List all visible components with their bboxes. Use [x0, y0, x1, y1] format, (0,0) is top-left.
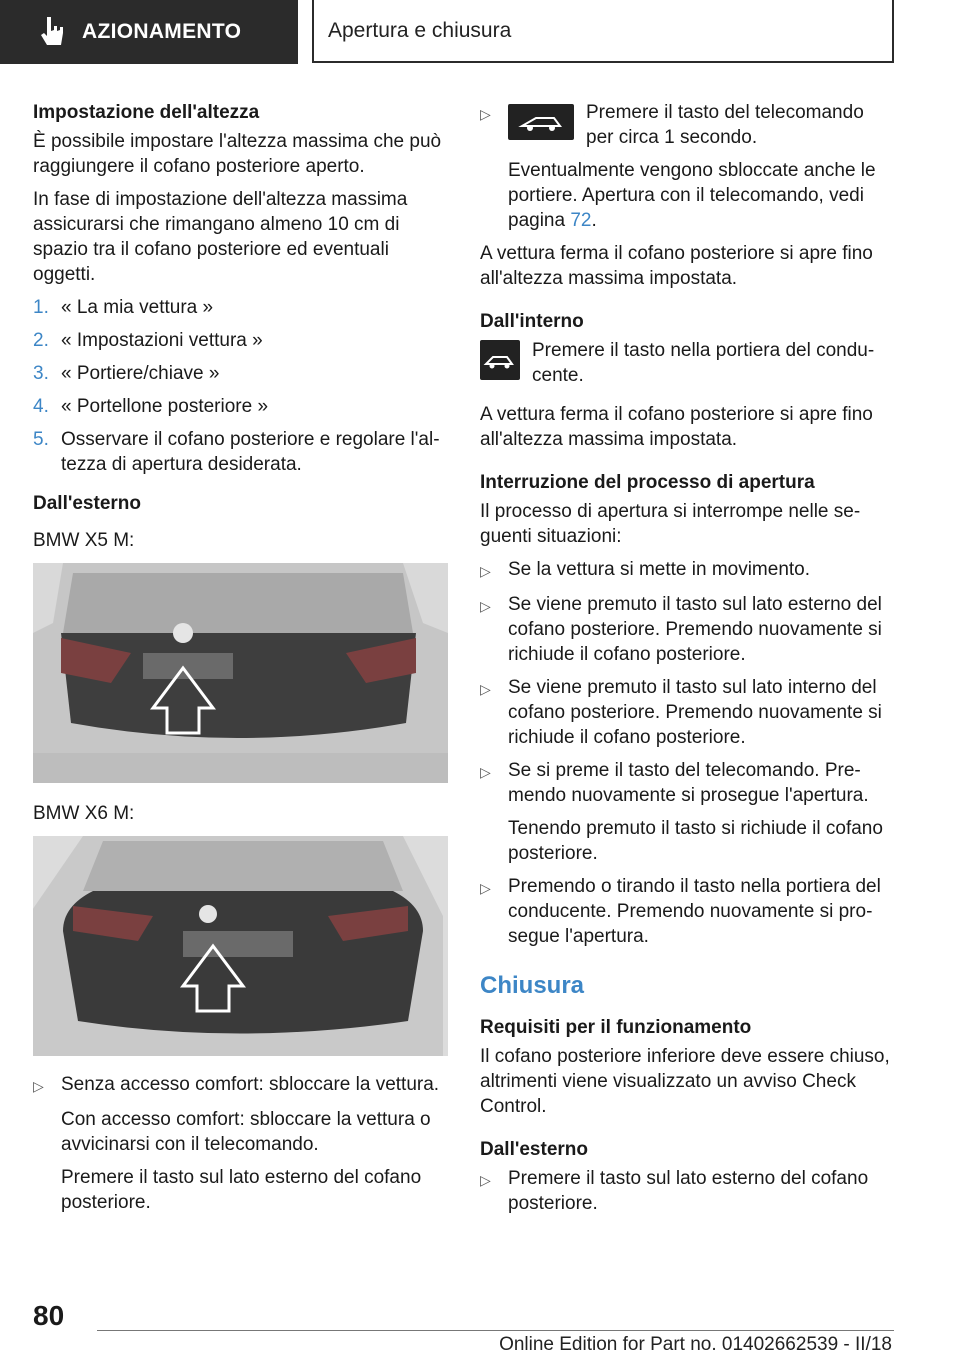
triangle-bullet-icon: ▷	[480, 764, 491, 780]
steps-list	[33, 295, 448, 477]
outside-heading: Dall'esterno	[480, 1139, 588, 1160]
triangle-bullet-icon: ▷	[480, 563, 491, 579]
list-item	[480, 1166, 895, 1216]
step-number: 4.	[33, 396, 49, 417]
requirements-heading: Requisiti per il funzionamento	[480, 1017, 752, 1038]
triangle-bullet-icon: ▷	[480, 106, 491, 122]
triangle-bullet-icon: ▷	[480, 880, 491, 896]
paragraph: In fase di impostazione dell'altezza massima assicurarsi che rimangano almeno 10 cm di spazio tra il cofano posteriore ed eventuali oggetti.	[33, 189, 408, 285]
remote-steps	[480, 100, 895, 150]
x5-label: BMW X5 M:	[33, 530, 135, 551]
section-title: AZIONAMENTO	[82, 20, 242, 43]
bullet-text: Premendo o tirando il tasto nella portiera del conducente. Premendo nuovamente si prosegue l'apertura.	[508, 876, 881, 947]
outside-steps	[33, 1072, 448, 1099]
list-item	[33, 1072, 448, 1099]
list-item	[33, 295, 448, 320]
triangle-bullet-icon: ▷	[480, 1172, 491, 1188]
list-item	[33, 394, 448, 419]
bullet-text: Se viene premuto il tasto sul lato esterno del cofano posteriore. Premendo nuovamente si richiude il cofano posteriore.	[508, 594, 882, 665]
spacer	[480, 299, 895, 309]
closing-title: Chiusura	[480, 972, 585, 999]
x6-tailgate-photo	[33, 836, 448, 1056]
footer-divider	[97, 1330, 894, 1331]
chapter-title: Apertura e chiusura	[328, 18, 512, 42]
paragraph: Tenendo premuto il tasto si richiude il cofano posteriore.	[508, 818, 883, 864]
list-item	[480, 675, 895, 750]
paragraph: È possibile impostare l'altezza massima che può raggiungere il cofano posteriore aperto.	[33, 131, 442, 177]
closing-steps	[480, 1166, 895, 1216]
step-text: « Portiere/chiave »	[61, 363, 220, 384]
inside-text: Premere il tasto nella portiera del conducente.	[532, 340, 875, 386]
remote-text: Premere il tasto del telecomando per circa 1 secondo.	[586, 102, 864, 148]
paragraph: A vettura ferma il cofano posteriore si apre fino all'altezza massima impostata.	[480, 243, 873, 289]
paragraph: Con accesso comfort: sbloccare la vettura o avvicinarsi con il telecomando.	[61, 1109, 431, 1155]
list-item	[33, 427, 448, 477]
bullet-text: Premere il tasto sul lato esterno del cofano posteriore.	[508, 1168, 869, 1214]
punctuation: .	[591, 210, 597, 231]
step-text: « Portellone posteriore »	[61, 396, 269, 417]
list-item	[33, 328, 448, 353]
x6-label: BMW X6 M:	[33, 803, 135, 824]
page-number: 80	[33, 1300, 65, 1331]
interrupt-heading: Interruzione del processo di apertura	[480, 472, 815, 493]
triangle-bullet-icon: ▷	[33, 1078, 44, 1094]
paragraph: Il processo di apertura si interrompe nelle seguenti situazioni:	[480, 501, 861, 547]
spacer	[480, 1127, 895, 1137]
paragraph: Il cofano posteriore inferiore deve essere chiuso, altrimenti viene visualizzato un avviso Check Control.	[480, 1046, 890, 1117]
bullet-text: Se la vettura si mette in movimento.	[508, 559, 811, 580]
remote-row	[508, 100, 895, 150]
step-number: 1.	[33, 297, 49, 318]
edition-note: Online Edition for Part no. 01402662539 - II/18	[499, 1334, 892, 1355]
interrupt-list	[480, 557, 895, 808]
remote-tailgate-key-icon	[508, 104, 574, 140]
interrupt-list-cont	[480, 874, 895, 949]
inside-row	[480, 338, 895, 388]
section-tab	[0, 0, 298, 64]
page-link[interactable]: 72	[570, 210, 592, 231]
chapter-header	[312, 0, 894, 63]
spacer	[480, 957, 895, 971]
inside-heading: Dall'interno	[480, 311, 584, 332]
list-item	[480, 592, 895, 667]
paragraph: A vettura ferma il cofano posteriore si apre fino all'altezza massima impostata.	[480, 404, 873, 450]
door-tailgate-button-icon	[480, 340, 520, 380]
x5-tailgate-photo	[33, 563, 448, 783]
outside-heading: Dall'esterno	[33, 493, 141, 514]
right-column	[480, 100, 895, 1224]
step-number: 3.	[33, 363, 49, 384]
bullet-text: Senza accesso comfort: sbloccare la vettura.	[61, 1074, 440, 1095]
list-item	[33, 361, 448, 386]
list-item	[480, 758, 895, 808]
hand-pointer-icon	[38, 15, 68, 49]
paragraph: Premere il tasto sul lato esterno del cofano posteriore.	[61, 1167, 422, 1213]
left-column	[33, 100, 448, 1223]
triangle-bullet-icon: ▷	[480, 681, 491, 697]
step-number: 2.	[33, 330, 49, 351]
height-setting-heading: Impostazione dell'altezza	[33, 102, 260, 123]
bullet-text: Se viene premuto il tasto sul lato interno del cofano posteriore. Premendo nuovamente si richiude il cofano posteriore.	[508, 677, 882, 748]
list-item	[480, 557, 895, 584]
step-text: Osservare il cofano posteriore e regolare l'altezza di apertura desiderata.	[61, 429, 440, 475]
list-item	[480, 874, 895, 949]
remote-note-text: Eventualmente vengono sbloccate anche le portiere. Apertura con il telecomando, vedi pagina	[508, 160, 876, 231]
step-text: « Impostazioni vettura »	[61, 330, 263, 351]
step-number: 5.	[33, 429, 49, 450]
list-item	[480, 100, 895, 150]
remote-note	[508, 158, 895, 233]
step-text: « La mia vettura »	[61, 297, 214, 318]
bullet-text: Se si preme il tasto del telecomando. Premendo nuovamente si prosegue l'apertura.	[508, 760, 869, 806]
triangle-bullet-icon: ▷	[480, 598, 491, 614]
spacer	[480, 460, 895, 470]
